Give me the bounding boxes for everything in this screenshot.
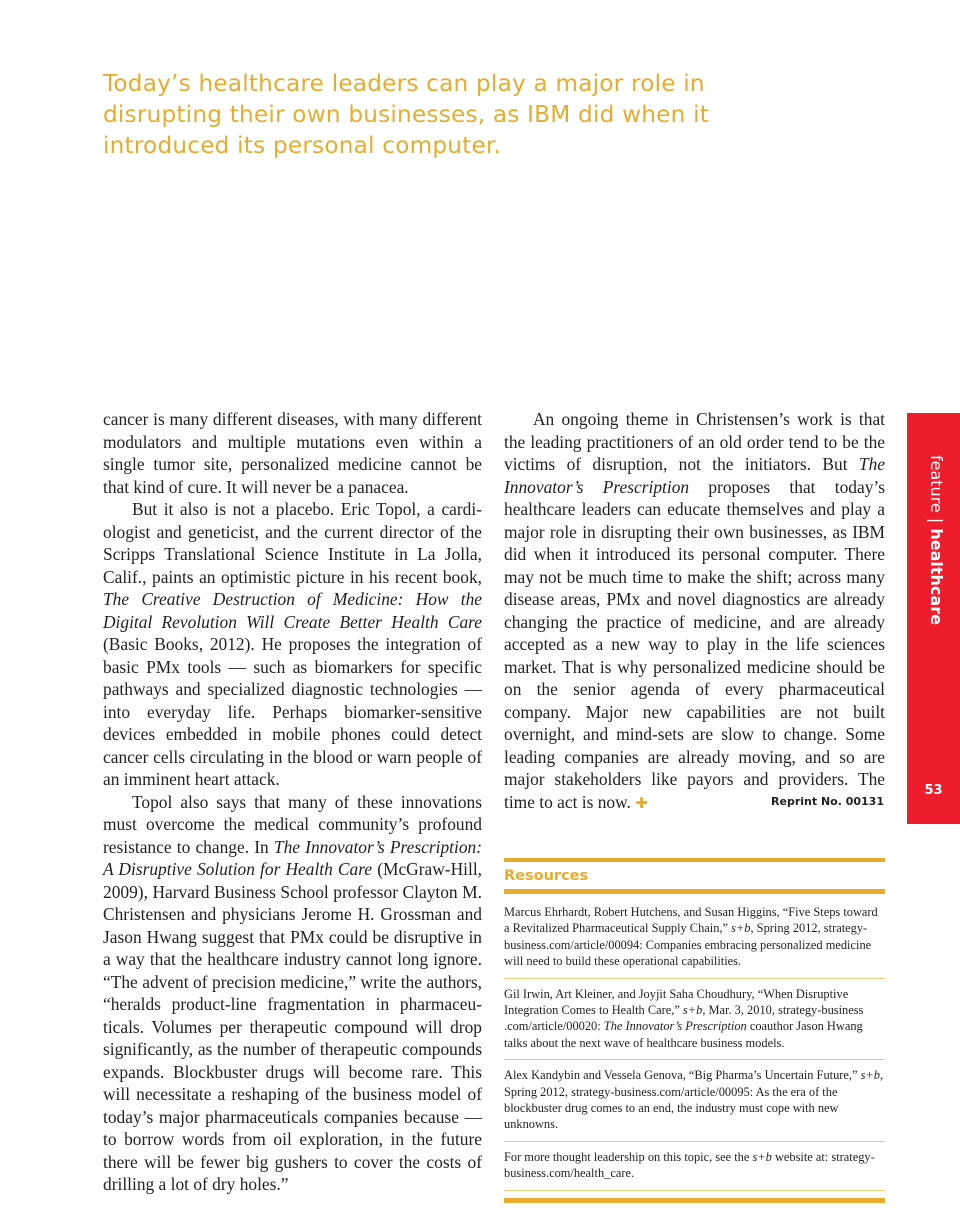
pull-quote-line: introduced its personal computer. [103,132,502,159]
section-topic: healthcare [927,528,946,625]
paragraph: But it also is not a placebo. Eric Topol, a cardiologist and geneticist, and the current director of the Scripps Translational Science Institute in La Jolla, Calif., paints an optimistic picture in his recent book, The Creative Destruction of Medicine: How the Digital Revolution Will Create Better Health Care (Basic Books, 2012). He proposes the integration of basic PMx tools — such as biomarkers for specific pathways and specialized diagnostic technologies — into everyday life. Perhaps biomarker-sensitive devices embedded in mobile phones could detect cancer cells circulating in the blood or warn people of an imminent heart attack. [103,499,482,789]
page-number: 53 [924,783,943,798]
reprint-number: Reprint No. 00131 [771,795,884,808]
paragraph: cancer is many different diseases, with many different modulators and multiple mutations even within a single tumor site, personalized medicine cannot be that kind of cure. It will never be a panacea. [103,409,482,497]
resource-item: Alex Kandybin and Vessela Genova, “Big Pharma’s Uncertain Future,” s+b, Spring 2012, strategy-business.com/article/00095: As the era of the blockbuster drug comes to an end, the industry must cope with new unknowns. [504,1067,885,1142]
pull-quote [103,68,723,161]
resources-box [504,858,885,1203]
book-title: The Creative Destruction of Medicine: How the Digital Revolution Will Create Better Health Care [103,589,482,632]
resources-title: Resources [504,868,589,884]
section-separator: | [927,517,946,524]
section-name: feature [927,455,946,513]
book-title: The Innovator’s Prescription [504,454,885,497]
resource-item: Marcus Ehrhardt, Robert Hutchens, and Susan Higgins, “Five Steps toward a Revitalized Pharmaceutical Supply Chain,” s+b, Spring 2012, strategy-business.com/article/00094: Companies embracing personalized medicine will need to build these operational capabilities. [504,904,885,979]
pull-quote-line: Today’s healthcare leaders can play a major role in [103,70,705,97]
divider [504,1198,885,1203]
article-right-column [504,408,885,814]
paragraph: An ongoing theme in Christensen’s work is that the leading practitioners of an old order tend to be the victims of disruption, not the initiators. But The Innovator’s Prescription proposes that today’s healthcare leaders can educate themselves and play a major role in disrupting their own businesses, as IBM did when it introduced its personal computer. There may not be much time to make the shift; across many disease areas, PMx and novel diagnostics are already changing the practice of medicine, and are already accepted as a new way to play in the life sciences market. That is why personalized medicine should be on the senior agenda of every pharmaceutical company. Major new capabilities are not built overnight, and mind-sets are slow to change. Some leading companies are already moving, and so are major stakeholders like payors and providers. The time to act is now. ✚ [504,409,885,812]
book-title: The Innovator’s Prescription: A Disruptive Solution for Health Care [103,836,482,879]
article-left-column [103,408,482,1196]
resource-item: Gil Irwin, Art Kleiner, and Joyjit Saha Choudhury, “When Disruptive Integration Comes to Health Care,” s+b, Mar. 3, 2010, strategy-business .com/article/00020: The Innovator’s Prescription coauthor Jason Hwang talks about the next wave of healthcare business models. [504,986,885,1061]
end-mark-icon: ✚ [635,793,648,812]
paragraph: Topol also says that many of these innovations must overcome the medical community’s profound resistance to change. In The Innovator’s Prescription: A Disruptive Solution for Health Care (McGraw-Hill, 2009), Harvard Business School professor Clayton M. Christensen and physicians Jerome H. Grossman and Jason Hwang suggest that PMx could be disruptive in a way that the healthcare industry cannot long ignore. “The advent of precision medicine,” write the authors, “heralds product-line fragmentation in pharmaceuticals. Volumes per therapeutic compound will drop significantly, as the number of therapeutic compounds expands. Blockbuster drugs will become rare. This will necessitate a reshaping of the business model of today’s major pharmaceuticals companies because — to borrow words from oil exploration, in the future there will be fewer big gushers to cover the costs of drilling a lot of dry holes.” [103,791,482,1194]
resource-item: For more thought leadership on this topic, see the s+b website at: strategy-business.com/health_care. [504,1149,885,1191]
divider [504,889,885,894]
section-label [922,455,946,625]
pull-quote-line: disrupting their own businesses, as IBM did when it [103,101,710,128]
